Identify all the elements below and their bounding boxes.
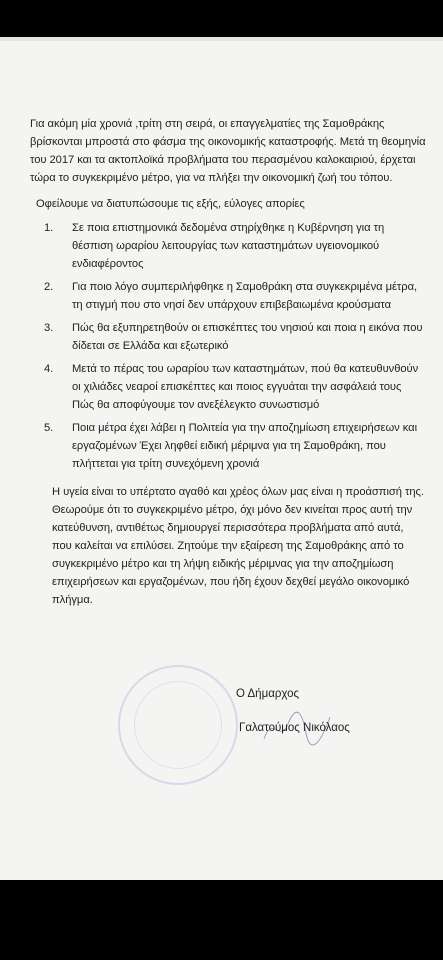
- intro-paragraph: Για ακόμη μία χρονιά ,τρίτη στη σειρά, οι επαγγελματίες της Σαμοθράκης βρίσκονται μπροστά στο φάσμα της οικονομικής καταστροφής. Μετά τη θεομηνία του 2017 και τα ακτοπλοϊκά προβλήματα του περασμένου καλοκαιριού, έρχεται τώρα το συγκεκριμένο μέτρο, για να πλήξει την οικονομική ζωή του τόπου.: [30, 118, 426, 184]
- handwritten-signature: [262, 709, 332, 749]
- signature-title: Ο Δήμαρχος: [236, 688, 300, 700]
- closing-paragraph: Η υγεία είναι το υπέρτατο αγαθό και χρέος όλων μας είναι η προάσπισή της. Θεωρούμε ότι το συγκεκριμένο μέτρο, όχι μόνο δεν κινείται προς αυτή την κατεύθυνση, αντιθέτως δημιουργεί περισσότερα προβλήματα από αυτά, που καλείται να επιλύσει. Ζητούμε την εξαίρεση της Σαμοθράκης από το συγκεκριμένο μέτρο και τη λήψη ειδικής μέριμνας για την αποζημίωση επιχειρήσεων και εργαζομένων, που ήδη έχουν δεχθεί μεγάλο οικονομικό πλήγμα.: [52, 486, 424, 606]
- list-item-text: Για ποιο λόγο συμπεριλήφθηκε η Σαμοθράκη στα συγκεκριμένα μέτρα, τη στιγμή που στο νησί δεν υπάρχουν επιβεβαιωμένα κρούσματα: [72, 281, 418, 311]
- list-item-text: Πώς θα εξυπηρετηθούν οι επισκέπτες του νησιού και ποια η εικόνα που δίδεται σε Ελλάδα και εξωτερικό: [72, 322, 423, 352]
- letter-page: [0, 37, 443, 880]
- page-top-edge: [0, 37, 443, 41]
- list-item-text: Σε ποια επιστημονικά δεδομένα στηρίχθηκε η Κυβέρνηση για τη θέσπιση ωραρίου λειτουργίας των καταστημάτων υγειονομικού ενδιαφέροντος: [72, 222, 385, 270]
- list-item-text: Μετά το πέρας του ωραρίου των καταστημάτων, πού θα κατευθυνθούν οι χιλιάδες νεαροί επισκέπτες και ποιος εγγυάται την ασφάλειά τους Πώς θα αποφύγουμε τον ανεξέλεγκτο συνωστισμό: [72, 363, 419, 411]
- list-item-number: 3.: [44, 322, 54, 334]
- list-item: [30, 360, 426, 414]
- list-item-number: 2.: [44, 281, 54, 293]
- questions-list: [30, 219, 426, 473]
- list-item-number: 5.: [44, 422, 54, 434]
- list-item: [30, 419, 426, 473]
- official-stamp: [118, 665, 238, 785]
- list-item-number: 4.: [44, 363, 54, 375]
- list-item-number: 1.: [44, 222, 54, 234]
- list-item: [30, 219, 426, 273]
- list-item: [30, 278, 426, 314]
- list-item-text: Ποια μέτρα έχει λάβει η Πολιτεία για την αποζημίωση επιχειρήσεων και εργαζομένων Έχει ληφθεί ειδική μέριμνα για τη Σαμοθράκη, που πλήττεται για τρίτη συνεχόμενη χρονιά: [72, 422, 418, 470]
- list-item: [30, 319, 426, 355]
- signature-name: Γαλατούμος Νικόλαος: [239, 722, 350, 734]
- lead-paragraph: Οφείλουμε να διατυπώσουμε τις εξής, εύλογες απορίες: [36, 198, 305, 210]
- letter-body: [30, 115, 426, 609]
